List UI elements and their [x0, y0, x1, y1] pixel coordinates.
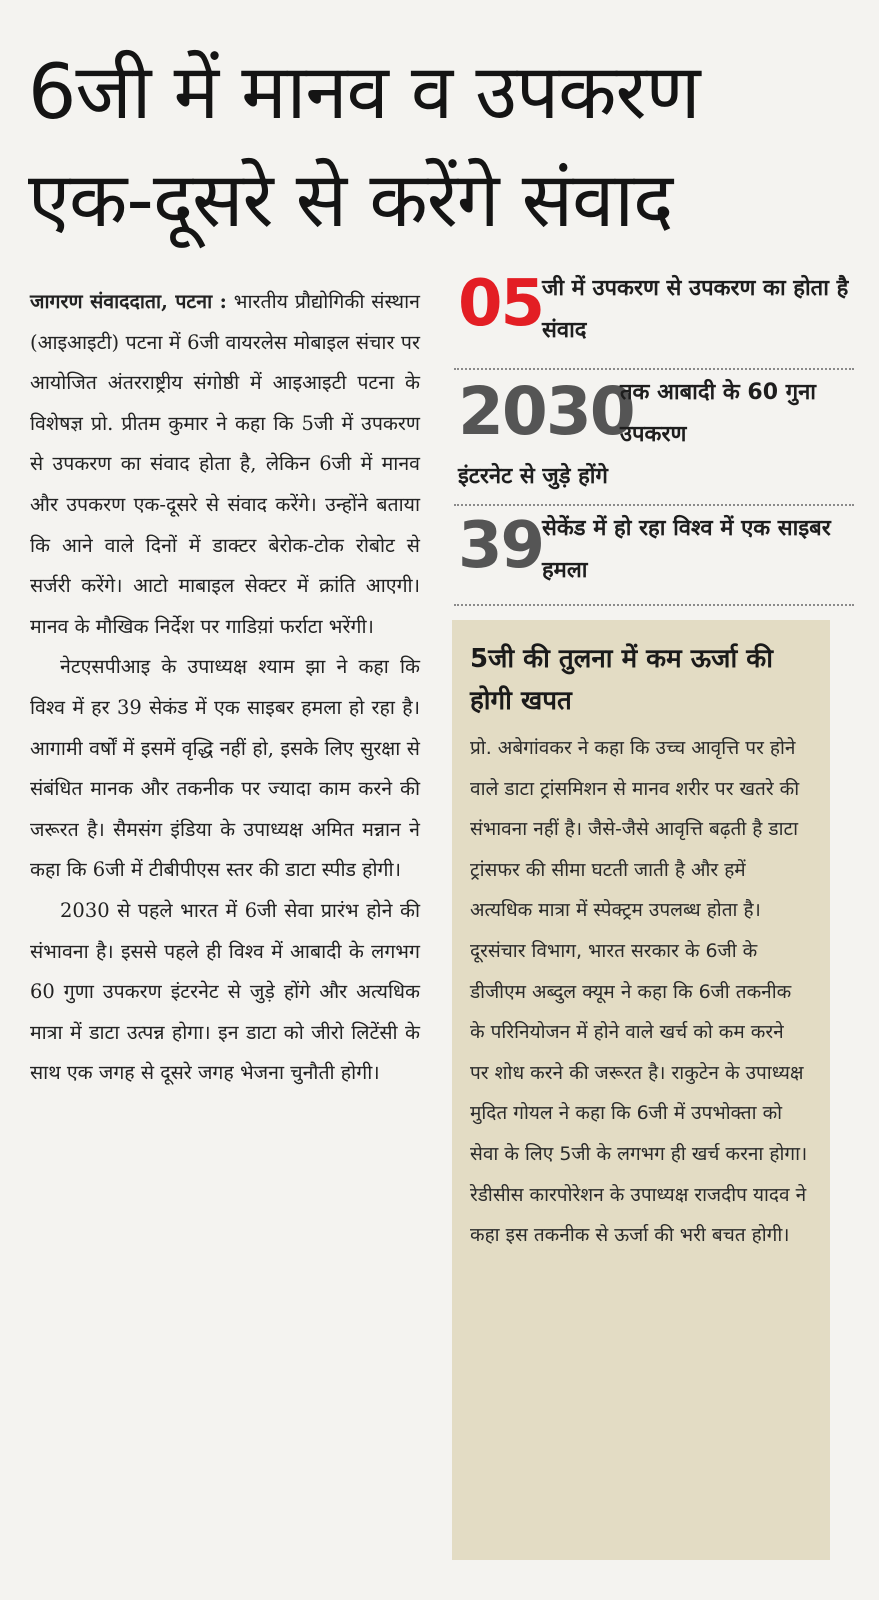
- headline-line-2: एक-दूसरे से करेंगे संवाद: [28, 155, 673, 244]
- headline-line-1: 6जी में मानव व उपकरण: [28, 47, 700, 136]
- fact-divider-3: [454, 604, 854, 606]
- article-paragraph-1-text: भारतीय प्रौद्योगिकी संस्थान (आइआइटी) पटना में 6जी वायरलेस मोबाइल संचार पर आयोजित अंतरराष्ट्रीय संगोष्ठी में आइआइटी पटना के विशेषज्ञ प्रो. प्रीतम कुमार ने कहा कि 5जी में उपकरण से उपकरण का संवाद होता है, लेकिन 6जी में मानव और उपकरण एक-दूसरे से संवाद करेंगे। उन्होंने बताया कि आने वाले दिनों में डाक्टर बेरोक-टोक रोबोट से सर्जरी करेंगे। आटो माबाइल सेक्टर में क्रांति आएगी। मानव के मौखिक निर्देश पर गाडिय़ां फर्राटा भरेंगी।: [30, 290, 421, 638]
- fact-text-2-continued: इंटरनेट से जुड़े होंगे: [458, 464, 608, 489]
- fact-number-3: 39: [458, 509, 544, 583]
- article-body: [30, 282, 420, 1094]
- sidebar-body: प्रो. अबेगांवकर ने कहा कि उच्च आवृत्ति पर होने वाले डाटा ट्रांसमिशन से मानव शरीर पर खतरे की संभावना नहीं है। जैसे-जैसे आवृत्ति बढ़ती है डाटा ट्रांसफर की सीमा घटती जाती है और हमें अत्यधिक मात्रा में स्पेक्ट्रम उपलब्ध होता है। दूरसंचार विभाग, भारत सरकार के 6जी के डीजीएम अब्दुल क्यूम ने कहा कि 6जी तकनीक के परिनियोजन में होने वाले खर्च को कम करने पर शोध करने की जरूरत है। राकुटेन के उपाध्यक्ष मुदित गोयल ने कहा कि 6जी में उपभोक्ता को सेवा के लिए 5जी के लगभग ही खर्च करना होगा। रेडीसीस कारपोरेशन के उपाध्यक्ष राजदीप यादव ने कहा इस तकनीक से ऊर्जा की भरी बचत होगी।: [470, 737, 808, 1247]
- fact-text-3: सेकेंड में हो रहा विश्व में एक साइबर हमला: [542, 516, 831, 583]
- fact-divider-1: [454, 368, 854, 370]
- fact-box-3: [458, 508, 850, 604]
- sidebar-title: 5जी की तुलना में कम ऊर्जा की होगी खपत: [470, 644, 773, 716]
- fact-divider-2: [454, 504, 854, 506]
- article-paragraph-1: [30, 282, 420, 647]
- fact-number-1: 05: [458, 267, 544, 341]
- fact-text-1: जी में उपकरण से उपकरण का होता है संवाद: [542, 276, 849, 343]
- fact-box-1: [458, 268, 850, 364]
- headline: [28, 38, 858, 254]
- sidebar-box: [452, 620, 830, 1560]
- article-paragraph-2: नेटएसपीआइ के उपाध्यक्ष श्याम झा ने कहा कि विश्व में हर 39 सेकंड में एक साइबर हमला हो रहा है। आगामी वर्षों में इसमें वृद्धि नहीं हो, इसके लिए सुरक्षा से संबंधित मानक और तकनीक पर ज्यादा काम करने की जरूरत है। सैमसंग इंडिया के उपाध्यक्ष अमित मन्नान ने कहा कि 6जी में टीबीपीएस स्तर की डाटा स्पीड होगी।: [30, 655, 420, 882]
- byline: जागरण संवाददाता, पटना :: [30, 290, 227, 313]
- article-paragraph-3: 2030 से पहले भारत में 6जी सेवा प्रारंभ होने की संभावना है। इससे पहले ही विश्व में आबादी के लगभग 60 गुणा उपकरण इंटरनेट से जुड़े होंगे और अत्यधिक मात्रा में डाटा उत्पन्न होगा। इन डाटा को जीरो लिटेंसी के साथ एक जगह से दूसरे जगह भेजना चुनौती होगी।: [30, 898, 420, 1085]
- fact-text-2: तक आबादी के 60 गुना उपकरण: [620, 380, 817, 447]
- fact-number-2: 2030: [458, 373, 634, 450]
- fact-box-2: [458, 372, 850, 502]
